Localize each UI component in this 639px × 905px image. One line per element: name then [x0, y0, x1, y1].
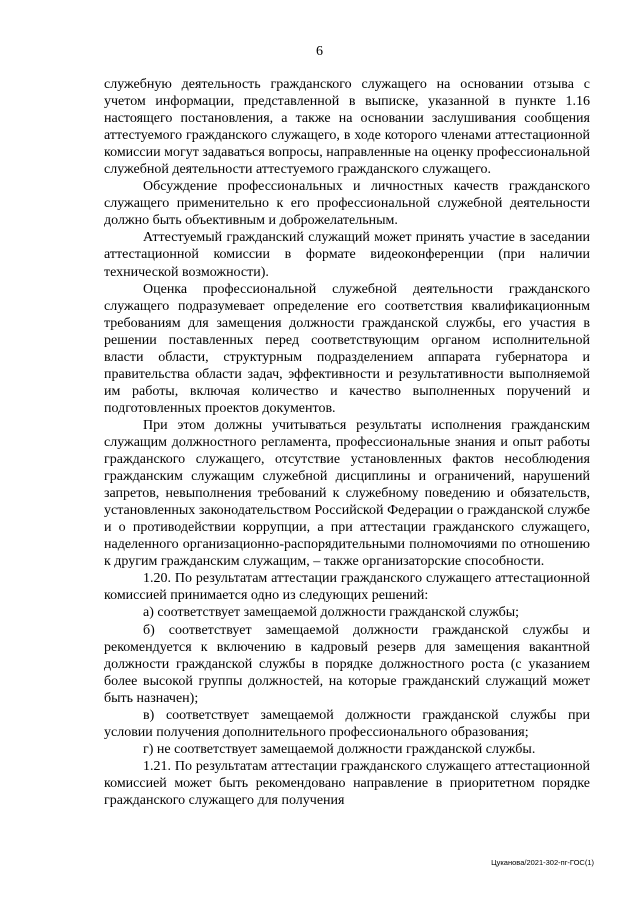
decision-option-v: в) соответствует замещаемой должности гражданской службы при условии получения дополнительного профессионального образования; — [104, 707, 590, 740]
paragraph: служебную деятельность гражданского служащего на основании отзыва с учетом информации, представленной в выписке, указанной в пункте 1.16 настоящего постановления, а также на основании заслушивания сообщения аттестуемого гражданского служащего, в ходе которого членами аттестационной комиссии могут задаваться вопросы, направленные на оценку профессиональной служебной деятельности аттестуемого гражданского служащего. — [104, 77, 590, 178]
paragraph-item-1-21: 1.21. По результатам аттестации гражданского служащего аттестационной комиссией может быть рекомендовано направление в приоритетном порядке гражданского служащего для получения — [104, 758, 590, 808]
paragraph: При этом должны учитываться результаты исполнения гражданским служащим должностного регламента, профессиональные знания и опыт работы гражданского служащего, отсутствие установленных фактов несоблюдения гражданским служащим служебной дисциплины и ограничений, нарушений запретов, невыполнения требований к служебному поведению и обязательств, установленных законодательством Российской Федерации о гражданской службе и о противодействии коррупции, а при аттестации гражданского служащего, наделенного организационно-распорядительными полномочиями по отношению к другим гражданским служащим, – также организаторские способности. — [104, 417, 590, 570]
paragraph: Оценка профессиональной служебной деятельности гражданского служащего подразумевает определение его соответствия квалификационным требованиям для замещения должности гражданской службы, его участия в решении поставленных перед соответствующим органом исполнительной власти области, структурным подразделением аппарата губернатора и правительства области задач, эффективности и результативности выполняемой им работы, включая количество и качество выполненных поручений и подготовленных проектов документов. — [104, 281, 590, 416]
paragraph: Аттестуемый гражданский служащий может принять участие в заседании аттестационной комиссии в формате видеоконференции (при наличии технической возможности). — [104, 230, 590, 280]
paragraph: Обсуждение профессиональных и личностных качеств гражданского служащего применительно к его профессиональной служебной деятельности должно быть объективным и доброжелательным. — [104, 179, 590, 229]
decision-option-g: г) не соответствует замещаемой должности гражданской службы. — [143, 741, 536, 757]
page-number: 6 — [316, 44, 323, 59]
decision-option-b: б) соответствует замещаемой должности гражданской службы и рекомендуется к включению в кадровый резерв для замещения вакантной должности гражданской службы в порядке должностного роста (с указанием более высокой группы должностей, на которые гражданский служащий может быть назначен); — [104, 622, 590, 706]
decision-option-a: а) соответствует замещаемой должности гражданской службы; — [143, 605, 519, 621]
paragraph-item-1-20: 1.20. По результатам аттестации гражданского служащего аттестационной комиссией принимается одно из следующих решений: — [104, 571, 590, 604]
document-body — [104, 76, 590, 809]
footer-document-code: Цуканова/2021-302-пг-ГОС(1) — [491, 858, 594, 867]
